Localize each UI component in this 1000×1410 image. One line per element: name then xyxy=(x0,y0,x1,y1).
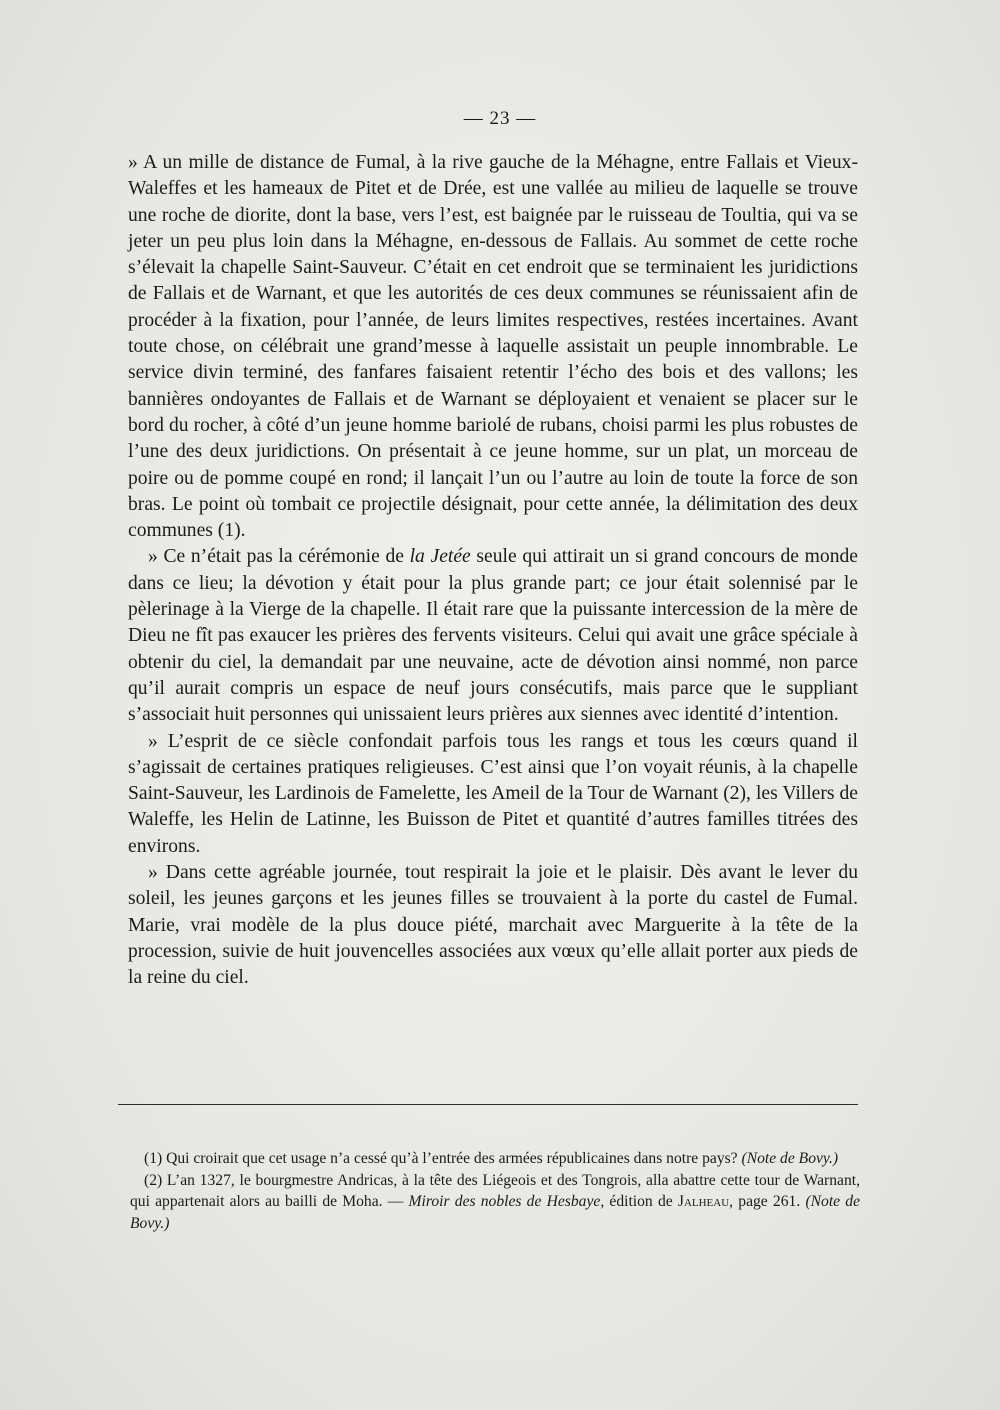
paragraph-2-rest: seule qui attirait un si grand concours de monde dans ce lieu; la dévotion y était pour la plus grande part; ce jour était solennisé par le pèlerinage à la Vierge de la chapelle. Il était rare que la puissante intercession de la mère de Dieu ne fît pas exaucer les prières des fervents visiteurs. Celui qui avait une grâce spéciale à obtenir du ciel, la demandait par une neuvaine, acte de dévotion ainsi nommé, non parce qu’il aurait compris un espace de neuf jours consécutifs, mais parce que le suppliant s’associait huit personnes qui unissaient leurs prières aux siennes avec identité d’intention. xyxy=(128,546,858,726)
footnote-1-text: Qui croirait que cet usage n’a cessé qu’à l’entrée des armées républicaines dans notre pays? xyxy=(162,1150,742,1167)
paragraph-3: » L’esprit de ce siècle confondait parfois tous les rangs et tous les cœurs quand il s’agissait de certaines pratiques religieuses. C’est ainsi que l’on voyait réunis, à la chapelle Saint-Sauveur, les Lardinois de Famelette, les Ameil de la Tour de Warnant (2), les Villers de Waleffe, les Helin de Latinne, les Buisson de Pitet et quantité d’autres familles titrées des environs. xyxy=(128,730,858,857)
paragraph-2 xyxy=(128,544,858,728)
footnotes xyxy=(130,1148,860,1234)
footnote-2-editor: Jalheau xyxy=(677,1193,730,1210)
footnote-2 xyxy=(130,1170,860,1235)
footnote-2-marker: (2) xyxy=(144,1171,163,1189)
footnote-1-attribution: (Note de Bovy.) xyxy=(741,1150,839,1167)
footnote-2-attribution: (Note de Bovy.) xyxy=(130,1193,861,1232)
paragraph-1: » A un mille de distance de Fumal, à la rive gauche de la Méhagne, entre Fallais et Vieux-Waleffes et les hameaux de Pitet et de Drée, est une vallée au milieu de laquelle se trouve une roche de diorite, dont la base, vers l’est, est baignée par le ruisseau de Toultia, qui va se jeter un peu plus loin dans la Méhagne, en-dessous de Fallais. Au sommet de cette roche s’élevait la chapelle Saint-Sauveur. C’était en cet endroit que se terminaient les juridictions de Fallais et de Warnant, et que les autorités de ces deux communes se réunissaient afin de procéder à la fixation, pour l’année, de leurs limites respectives, restées incertaines. Avant toute chose, on célébrait une grand’messe à laquelle assistait un peuple innombrable. Le service divin terminé, des fanfares faisaient retentir l’écho des bois et des vallons; les bannières ondoyantes de Fallais et de Warnant se déployaient et venaient se placer sur le bord du rocher, à côté d’un jeune homme bariolé de rubans, choisi parmi les plus robustes de l’une des deux juridictions. On présentait à ce jeune homme, sur un plat, un morceau de poire ou de pomme coupé en rond; il lançait l’un ou l’autre au loin de toute la force de son bras. Le point où tombait ce projectile désignait, pour cette année, la délimitation des deux communes (1). xyxy=(128,152,858,542)
page-number: — 23 — xyxy=(463,108,537,129)
footnote-1-marker: (1) xyxy=(144,1150,163,1167)
paragraph-2-start: » Ce n’était pas la cérémonie de xyxy=(148,546,410,568)
footnote-2-text: L’an 1327, le bourgmestre Andricas, à la tête des Liégeois et des Tongrois, alla abattre cette tour de Warnant, qui appartenait alors au bailli de Moha. — xyxy=(130,1171,860,1210)
footnote-2-edition-prefix: , édition de xyxy=(600,1193,678,1210)
paragraph-4: » Dans cette agréable journée, tout respirait la joie et le plaisir. Dès avant le lever du soleil, les jeunes garçons et les jeunes filles se trouvaient à la porte du castel de Fumal. Marie, vrai modèle de la plus douce piété, marchait avec Marguerite à la tête de la procession, suivie de huit jouvencelles associées aux vœux qu’elle allait porter aux pieds de la reine du ciel. xyxy=(128,862,858,989)
footnote-1 xyxy=(130,1148,860,1170)
main-text xyxy=(128,150,858,992)
paragraph-2-italic-term: la Jetée xyxy=(409,546,471,568)
footnote-2-source-title: Miroir des nobles de Hesbaye xyxy=(408,1193,601,1210)
footnote-2-page-ref: , page 261. xyxy=(729,1193,806,1210)
footnote-divider xyxy=(118,1104,858,1105)
